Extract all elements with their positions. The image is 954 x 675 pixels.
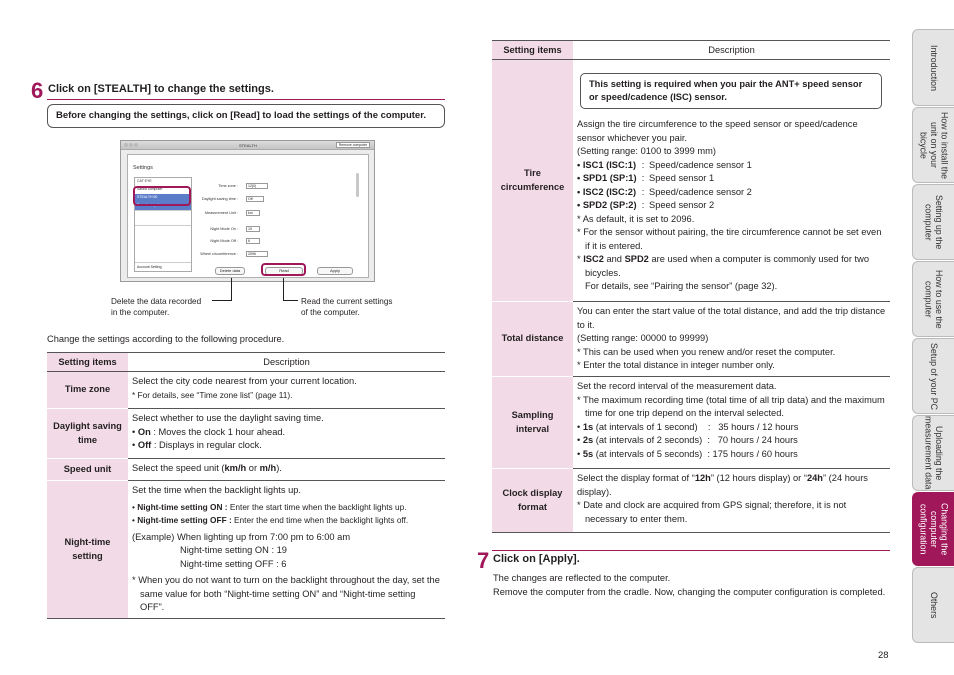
screenshot-titlebar (121, 141, 374, 150)
row-key: Total distance (492, 302, 573, 377)
sampling-item: • 2s (at intervals of 2 seconds) : 70 hours / 24 hours (577, 435, 798, 445)
table-row (47, 372, 445, 409)
table-row (47, 481, 445, 619)
row-bullet: • On : Moves the clock 1 hour ahead. (132, 426, 286, 437)
sensor-item: • SPD1 (SP:1) : Speed sensor 1 (577, 173, 715, 183)
page-number: 28 (878, 650, 889, 661)
screenshot-scrollbar (356, 173, 359, 197)
field-label: Wheel circumference : (200, 252, 238, 256)
row-key: Time zone (47, 372, 128, 409)
field-value: 2096 (246, 251, 268, 257)
tab-label: Setting up the computer (923, 194, 944, 250)
settings-table-right (492, 40, 890, 533)
row-key: Tire circumference (492, 60, 573, 302)
callout-line (283, 278, 284, 300)
field-label: Night Mode On : (210, 227, 238, 231)
callout-line (231, 278, 232, 300)
read-button: Read (265, 267, 303, 275)
remove-computer-button: Remove computer (336, 142, 370, 148)
settings-table-left (47, 352, 445, 619)
table-row (492, 469, 890, 533)
apply-button: Apply (317, 267, 353, 275)
list-item: STEALTH 50 (135, 194, 191, 202)
tab-uploading[interactable] (912, 415, 954, 491)
delete-data-button: Delete data (215, 267, 245, 275)
row-text: Select the city code nearest from your current location. (132, 376, 357, 386)
screenshot-heading: Settings (133, 165, 153, 171)
stealth-highlight (133, 186, 191, 206)
tab-install[interactable] (912, 107, 954, 183)
row-bullet: • Night-time setting ON : Enter the start time when the backlight lights up. (132, 501, 407, 512)
read-highlight (261, 263, 306, 276)
row-key: Sampling interval (492, 377, 573, 469)
tab-label: Setup of your PC (928, 342, 939, 410)
callout-line (212, 300, 232, 301)
row-text: Select the speed unit (km/h or m/h). (128, 459, 445, 481)
tab-others[interactable] (912, 567, 954, 643)
tab-label: Changing the computer configuration (918, 502, 950, 556)
list-item: Saved computer (135, 202, 191, 210)
row-note: * For details, see “Time zone list” (page 11). (132, 389, 293, 400)
sensor-item: • ISC1 (ISC:1) : Speed/cadence sensor 1 (577, 159, 752, 170)
row-note: * Date and clock are acquired from GPS signal; therefore, it is not necessary to enter them. (577, 500, 847, 524)
tab-label: Introduction (928, 44, 939, 91)
callout-line (283, 300, 298, 301)
table-row (47, 459, 445, 481)
row-key: Clock display format (492, 469, 573, 533)
field-value: 19 (246, 226, 260, 232)
list-item: Saved computer (137, 187, 163, 191)
tab-setting-up[interactable] (912, 184, 954, 260)
screenshot-window-title: STEALTH (239, 143, 257, 148)
row-text: Select the display format of “12h” (12 hours display) or “24h” (24 hours display). (577, 473, 868, 497)
window-buttons-icon (124, 143, 139, 148)
field-value: Off (246, 196, 264, 202)
field-label: Measurement Unit : (204, 211, 238, 215)
list-item: CAT EYE (137, 179, 152, 183)
row-note: * This can be used when you renew and/or reset the computer. (577, 346, 836, 357)
row-key: Speed unit (47, 459, 128, 481)
row-text: (Setting range: 0100 to 3999 mm) (577, 146, 717, 156)
table-row (47, 409, 445, 459)
list-item: Account Setting (135, 262, 191, 271)
row-text: You can enter the start value of the total distance, and add the trip distance to it. (577, 306, 886, 330)
field-value: 12(0) (246, 183, 268, 189)
ant-sensor-notice: This setting is required when you pair the ANT+ speed sensor or speed/cadence (ISC) sensor. (580, 73, 882, 109)
step-6-title: Click on [STEALTH] to change the settings. (48, 83, 274, 95)
sensor-item: • SPD2 (SP:2) : Speed sensor 2 (577, 200, 715, 210)
tab-pc-setup[interactable] (912, 338, 954, 414)
procedure-intro: Change the settings according to the following procedure. (47, 334, 285, 344)
sensor-item: • ISC2 (ISC:2) : Speed/cadence sensor 2 (577, 186, 752, 197)
field-value: 6 (246, 238, 260, 244)
row-text: Select whether to use the daylight saving time. (132, 413, 324, 423)
row-bullet: • Night-time setting OFF : Enter the end time when the backlight lights off. (132, 515, 409, 525)
tab-label: Uploading the measurement data (923, 416, 944, 490)
row-note: * As default, it is set to 2096. (577, 213, 695, 224)
field-label: Daylight saving time : (201, 197, 238, 201)
callout-delete: Delete the data recorded in the computer. (111, 297, 202, 317)
example-text: Night-time setting OFF : 6 (180, 558, 287, 569)
table-header: Setting items (47, 353, 128, 372)
table-header: Description (128, 353, 445, 372)
table-row (492, 302, 890, 377)
row-note: * Enter the total distance in integer number only. (577, 360, 775, 370)
row-note: * ISC2 and SPD2 are used when a computer is commonly used for two bicycles. (577, 254, 869, 278)
row-text: Set the time when the backlight lights up. (132, 485, 301, 495)
row-note: * The maximum recording time (total time of all trip data) and the maximum time for one trip depend on the interval selected. (577, 394, 885, 418)
tab-introduction[interactable] (912, 29, 954, 106)
row-text: Assign the tire circumference to the speed sensor or speed/cadence sensor whichever you pair. (577, 119, 858, 143)
table-row (492, 60, 890, 302)
tab-changing-configuration[interactable] (912, 492, 954, 566)
field-label: Time zone : (218, 184, 238, 188)
row-bullet: • Off : Displays in regular clock. (132, 440, 262, 450)
sampling-item: • 5s (at intervals of 5 seconds) : 175 hours / 60 hours (577, 448, 798, 459)
sampling-item: • 1s (at intervals of 1 second) : 35 hours / 12 hours (577, 421, 799, 432)
table-row (492, 377, 890, 469)
step-7-title: Click on [Apply]. (493, 553, 580, 565)
table-header: Setting items (492, 41, 573, 60)
row-text: (Setting range: 00000 to 99999) (577, 333, 709, 343)
step-7-body: The changes are reflected to the computer. Remove the computer from the cradle. Now, changing the computer configuration is completed. (493, 573, 886, 597)
step-6-number: 6 (31, 78, 44, 103)
row-note: * For the sensor without pairing, the tire circumference cannot be set even if it is entered. (577, 227, 882, 251)
example-text: (Example) When lighting up from 7:00 pm to 6:00 am (132, 531, 351, 542)
callout-read: Read the current settings of the computer. (301, 297, 393, 317)
tab-label: Others (928, 591, 939, 619)
tab-label: How to use the computer (923, 269, 944, 329)
tab-how-to-use[interactable] (912, 261, 954, 337)
field-label: Night Mode Off : (210, 239, 238, 243)
row-note: * When you do not want to turn on the backlight throughout the day, set the same value for both “Night-time setting ON” and “Night-time setting OFF”. (132, 575, 440, 612)
row-text: Set the record interval of the measurement data. (577, 381, 777, 391)
step-6-rule (47, 99, 445, 100)
read-first-notice: Before changing the settings, click on [Read] to load the settings of the computer. (47, 104, 445, 128)
row-key: Daylight saving time (47, 409, 128, 459)
settings-screenshot (120, 140, 375, 282)
example-text: Night-time setting ON : 19 (180, 545, 287, 555)
step-7-rule (492, 550, 890, 551)
row-key: Night-time setting (47, 481, 128, 619)
row-note: For details, see “Pairing the sensor” (page 32). (585, 281, 778, 291)
step-7-number: 7 (477, 548, 490, 573)
field-value: km (246, 210, 260, 216)
tab-label: How to install the unit on your bicycle (918, 111, 950, 179)
table-header: Description (573, 41, 890, 60)
